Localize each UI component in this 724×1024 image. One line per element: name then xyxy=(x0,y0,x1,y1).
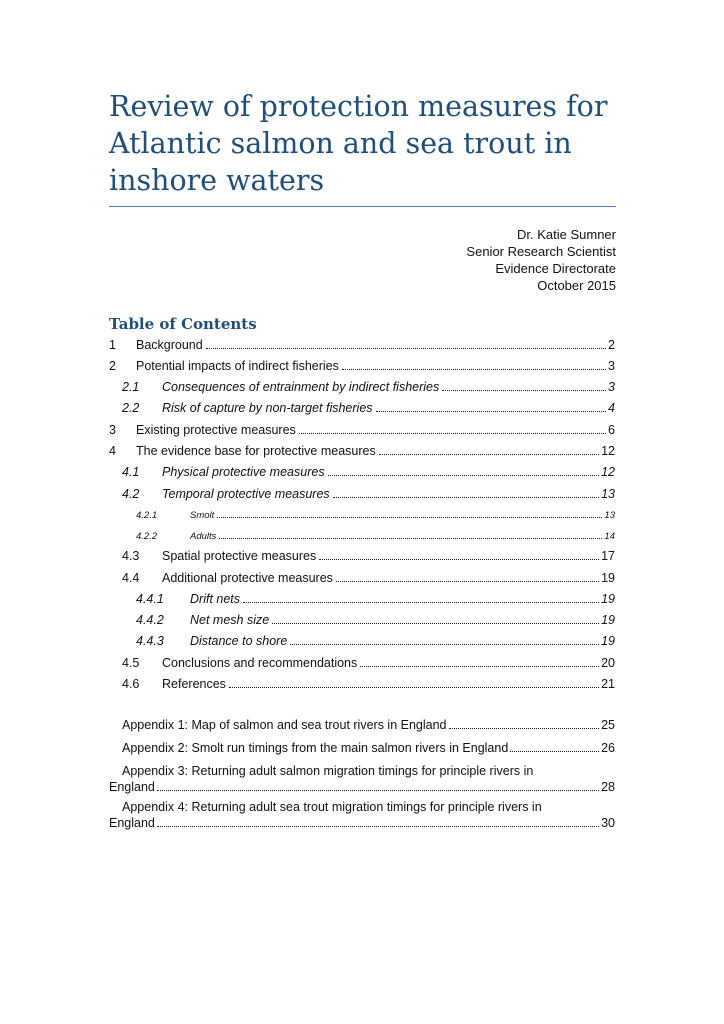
toc-label: Existing protective measures xyxy=(136,423,296,437)
toc-leader xyxy=(217,516,602,518)
author-role: Senior Research Scientist xyxy=(466,244,616,259)
toc-entry[interactable] xyxy=(109,677,615,691)
toc-leader xyxy=(319,558,599,560)
toc-entry[interactable] xyxy=(109,531,615,542)
toc-label: The evidence base for protective measures xyxy=(136,444,376,458)
toc-label: Additional protective measures xyxy=(162,571,333,585)
toc-leader xyxy=(157,825,599,827)
toc-entry[interactable] xyxy=(109,487,615,501)
toc-label: Smolt xyxy=(190,510,215,521)
appendix-page: 25 xyxy=(601,718,615,732)
toc-number: 2.1 xyxy=(122,380,140,394)
toc-label: Spatial protective measures xyxy=(162,549,317,563)
toc-number: 4.5 xyxy=(122,656,140,670)
toc-leader xyxy=(229,686,599,688)
toc-leader xyxy=(328,474,600,476)
toc-entry[interactable] xyxy=(109,656,615,670)
toc-label: Potential impacts of indirect fisheries xyxy=(136,359,339,373)
toc-label: Risk of capture by non-target fisheries xyxy=(162,401,373,415)
appendix-page: 28 xyxy=(601,780,615,794)
toc-label: Conclusions and recommendations xyxy=(162,656,358,670)
toc-page: 4 xyxy=(608,401,615,415)
toc-page: 13 xyxy=(601,487,615,501)
toc-entry[interactable] xyxy=(109,634,615,648)
toc-entry[interactable] xyxy=(109,592,615,606)
appendix-label-continued: England xyxy=(109,816,155,830)
toc-leader xyxy=(243,601,599,603)
toc-entry[interactable] xyxy=(109,444,615,458)
toc-number: 4.4.2 xyxy=(136,613,164,627)
toc-entry[interactable] xyxy=(109,380,615,394)
toc-number: 4 xyxy=(109,444,116,458)
appendix-page: 30 xyxy=(601,816,615,830)
toc-leader xyxy=(379,453,599,455)
toc-label: Physical protective measures xyxy=(162,465,325,479)
toc-number: 4.4.3 xyxy=(136,634,164,648)
toc-entry[interactable] xyxy=(109,549,615,563)
toc-page: 20 xyxy=(601,656,615,670)
toc-leader xyxy=(299,432,606,434)
toc-page: 19 xyxy=(601,613,615,627)
toc-page: 21 xyxy=(601,677,615,691)
toc-page: 12 xyxy=(601,444,615,458)
toc-label: Net mesh size xyxy=(190,613,270,627)
toc-entry[interactable] xyxy=(109,359,615,373)
toc-page: 6 xyxy=(608,423,615,437)
document-date: October 2015 xyxy=(537,278,616,293)
toc-entry[interactable] xyxy=(109,613,615,627)
toc-leader xyxy=(342,368,606,370)
author-name: Dr. Katie Sumner xyxy=(517,227,616,242)
toc-entry[interactable] xyxy=(109,338,615,352)
toc-leader xyxy=(449,727,600,729)
toc-label: Drift nets xyxy=(190,592,241,606)
toc-number: 4.3 xyxy=(122,549,140,563)
toc-leader xyxy=(442,389,606,391)
toc-number: 2 xyxy=(109,359,116,373)
toc-number: 2.2 xyxy=(122,401,140,415)
toc-leader xyxy=(157,789,599,791)
toc-number: 4.1 xyxy=(122,465,140,479)
toc-number: 4.6 xyxy=(122,677,140,691)
document-title: Review of protection measures for Atlantic salmon and sea trout in inshore waters xyxy=(109,90,608,197)
appendix-entry[interactable] xyxy=(122,718,615,732)
toc-page: 19 xyxy=(601,592,615,606)
toc-number: 4.4 xyxy=(122,571,140,585)
toc-page: 13 xyxy=(604,510,615,521)
toc-leader xyxy=(336,580,599,582)
toc-heading: Table of Contents xyxy=(109,315,257,333)
toc-page: 2 xyxy=(608,338,615,352)
toc-number: 4.2.2 xyxy=(136,531,158,542)
toc-leader xyxy=(272,622,599,624)
appendix-entry[interactable] xyxy=(109,800,615,830)
toc-page: 17 xyxy=(601,549,615,563)
toc-leader xyxy=(206,347,606,349)
toc-leader xyxy=(376,410,607,412)
toc-number: 4.4.1 xyxy=(136,592,164,606)
toc-page: 3 xyxy=(608,380,615,394)
toc-label: Temporal protective measures xyxy=(162,487,330,501)
toc-number: 4.2.1 xyxy=(136,510,158,521)
appendix-entry[interactable] xyxy=(109,764,615,794)
toc-entry[interactable] xyxy=(109,423,615,437)
toc-leader xyxy=(290,643,599,645)
toc-entry[interactable] xyxy=(109,571,615,585)
toc-label: Consequences of entrainment by indirect fisheries xyxy=(162,380,440,394)
toc-page: 14 xyxy=(604,531,615,542)
appendix-label: Appendix 3: Returning adult salmon migration timings for principle rivers in xyxy=(122,764,534,778)
toc-label: Distance to shore xyxy=(190,634,288,648)
toc-page: 19 xyxy=(601,571,615,585)
toc-entry[interactable] xyxy=(109,465,615,479)
toc-page: 3 xyxy=(608,359,615,373)
appendix-label-continued: England xyxy=(109,780,155,794)
toc-number: 4.2 xyxy=(122,487,140,501)
toc-label: References xyxy=(162,677,226,691)
toc-entry[interactable] xyxy=(109,510,615,521)
toc-leader xyxy=(510,750,599,752)
author-block xyxy=(380,226,616,294)
toc-label: Adults xyxy=(190,531,217,542)
toc-page: 19 xyxy=(601,634,615,648)
appendix-label: Appendix 2: Smolt run timings from the main salmon rivers in England xyxy=(122,741,509,755)
toc-leader xyxy=(219,537,602,539)
title-divider xyxy=(109,206,616,207)
toc-number: 3 xyxy=(109,423,116,437)
appendix-label: Appendix 4: Returning adult sea trout migration timings for principle rivers in xyxy=(122,800,542,814)
toc-number: 1 xyxy=(109,338,116,352)
toc-entry[interactable] xyxy=(109,401,615,415)
appendix-label: Appendix 1: Map of salmon and sea trout rivers in England xyxy=(122,718,447,732)
toc-page: 12 xyxy=(601,465,615,479)
toc-label: Background xyxy=(136,338,203,352)
toc-leader xyxy=(333,496,599,498)
author-department: Evidence Directorate xyxy=(495,261,616,276)
toc-leader xyxy=(360,665,599,667)
appendix-entry[interactable] xyxy=(122,741,615,755)
appendix-page: 26 xyxy=(601,741,615,755)
